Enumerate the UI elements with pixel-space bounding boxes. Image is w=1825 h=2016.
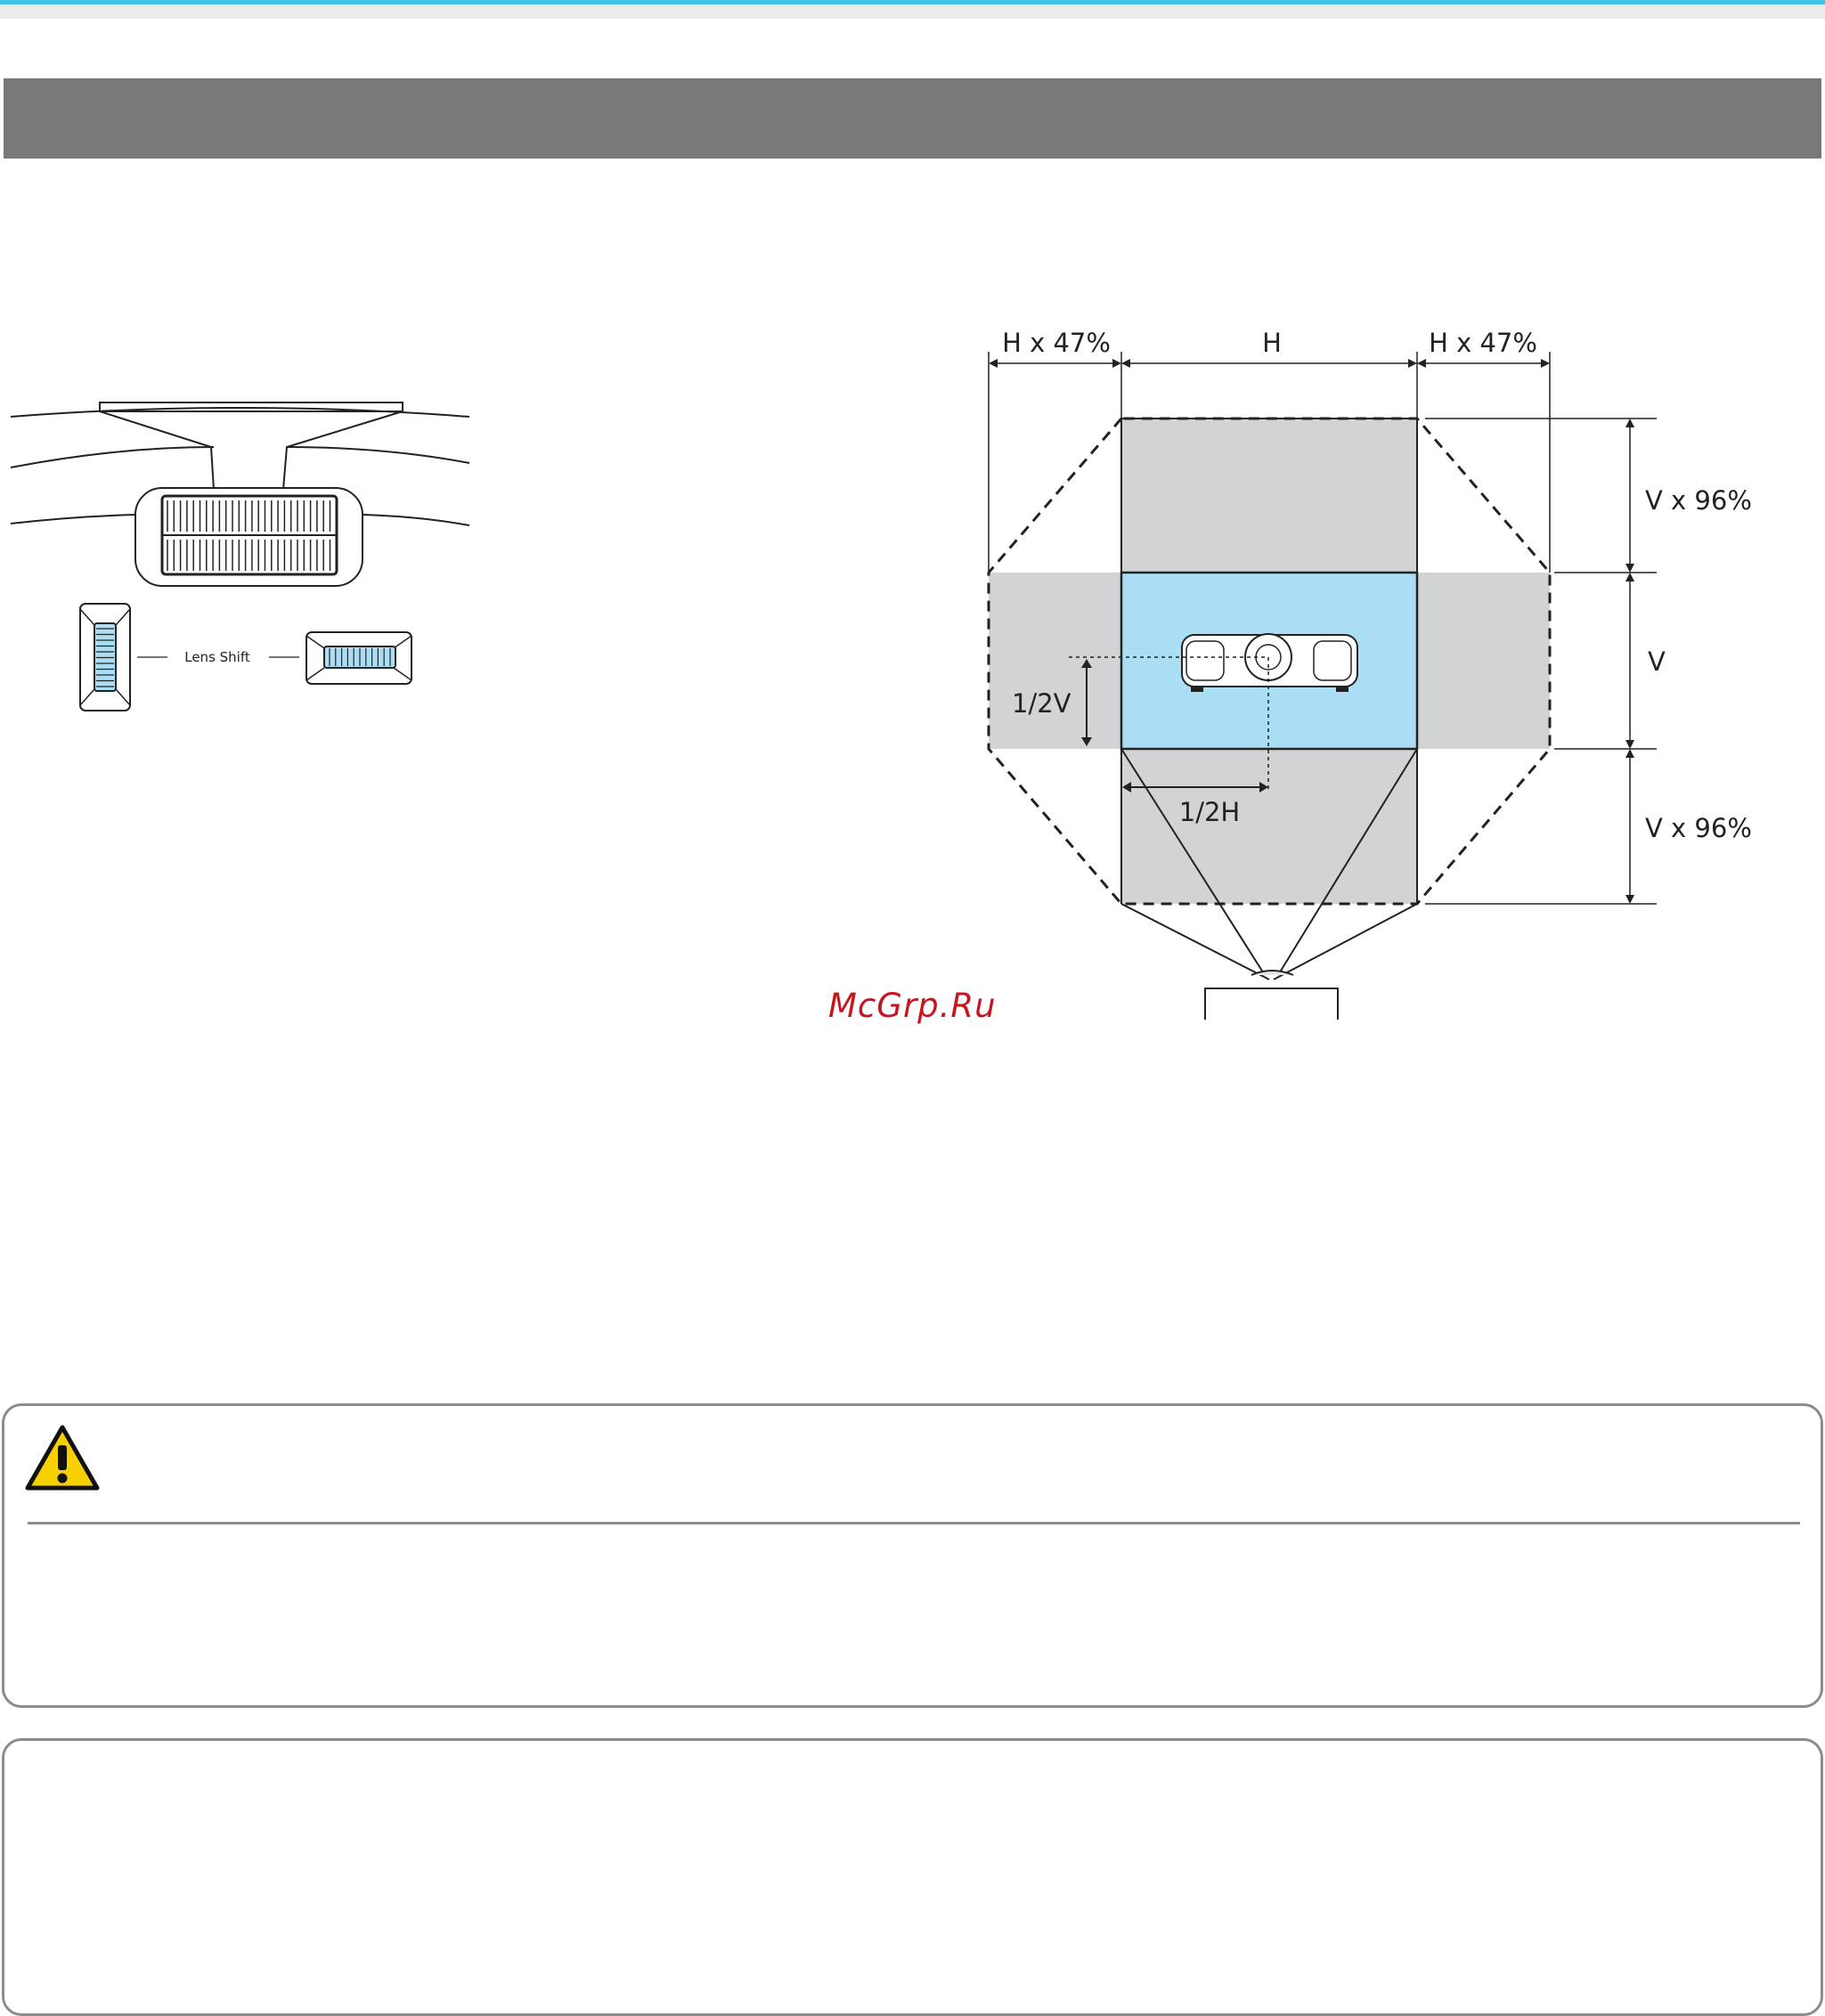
h-center-label: H [1262,328,1282,358]
v-top-label: V x 96% [1645,485,1752,516]
vertical-dial-icon [80,604,130,711]
section-header-bar [4,78,1821,159]
v-middle-label: V [1648,646,1666,677]
horizontal-dial-icon [306,632,411,684]
caution-box [2,1403,1823,1708]
top-gray-band [0,4,1825,19]
warning-triangle-icon [24,1424,101,1492]
projector-icon [1182,634,1357,692]
lens-shift-dial-illustration [11,392,474,721]
half-v-label: 1/2V [1012,688,1071,719]
h-left-label: H x 47% [1002,328,1111,358]
lens-shift-label: Lens Shift [184,649,250,665]
h-right-label: H x 47% [1429,328,1537,358]
caution-divider [28,1522,1800,1524]
lens-shift-range-diagram [980,312,1752,1024]
half-h-label: 1/2H [1178,797,1241,827]
v-bottom-label: V x 96% [1645,813,1752,843]
watermark: McGrp.Ru [828,987,997,1025]
note-box [2,1738,1823,2016]
